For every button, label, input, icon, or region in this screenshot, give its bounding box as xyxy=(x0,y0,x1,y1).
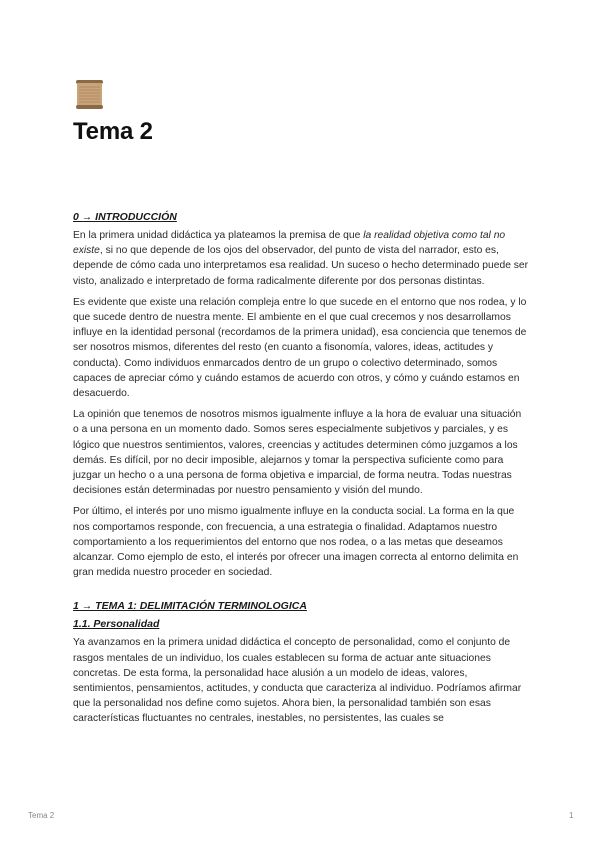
page-title: Tema 2 xyxy=(73,118,153,145)
page-number: 1 xyxy=(569,811,574,820)
section-heading-tema1: 1 → TEMA 1: DELIMITACIÓN TERMINOLOGICA xyxy=(73,600,307,613)
paragraph: Es evidente que existe una relación compleja entre lo que sucede en el entorno que nos rodea, y lo que sucede dentro de nuestra mente. El ambiente en el que cual crecemos y nos desarrollamos influye en la identidad personal (recordamos de la primera unidad), esa conciencia que tenemos de ser nosotros mismos, diferentes del resto (en cuanto a fisonomía, valores, ideas, actitudes y conducta). Como individuos enmarcados dentro de un grupo o colectivo determinado, somos capaces de apreciar cómo y cuándo estamos de acuerdo con otros, y cómo y cuándo estamos en desacuerdo. xyxy=(73,296,527,400)
document-body xyxy=(73,210,529,733)
scroll-icon xyxy=(73,78,106,111)
section-heading-introduccion: 0 → INTRODUCCIÓN xyxy=(73,211,177,223)
paragraph: Ya avanzamos en la primera unidad didáctica el concepto de personalidad, como el conjunto de rasgos mentales de un individuo, los cuales establecen su forma de actuar ante situaciones concretas. De esta forma, la personalidad hace alusión a un modelo de ideas, valores, sentimientos, pensamientos, actitudes, y conducta que caracteriza al individuo. Podríamos afirmar que la personalidad nos define como sujetos. Ahora bien, la personalidad también son esas características fluctuantes no centrales, inestables, no persistentes, las cuales se xyxy=(73,637,522,725)
footer-doc-title: Tema 2 xyxy=(28,811,55,820)
subsection-heading-personalidad: 1.1. Personalidad xyxy=(73,618,160,631)
paragraph: La opinión que tenemos de nosotros mismos igualmente influye a la hora de evaluar una situación o a una persona en un momento dado. Somos seres especialmente subjetivos y parciales, y es lógico que nuestros sentimientos, valores, creencias y actitudes determinen cómo juzgamos a los demás. Es difícil, por no decir imposible, alejarnos y tomar la perspectiva suficiente como para juzgar un hecho o a una persona de forma objetiva e imparcial, de forma neutra. Todas nuestras decisiones están determinadas por nuestro pensamiento y visión del mundo. xyxy=(73,409,522,497)
paragraph: Por último, el interés por uno mismo igualmente influye en la conducta social. La forma en la que nos comportamos responde, con frecuencia, a una estrategia o finalidad. Adaptamos nuestro comportamiento a los requerimientos del entorno que nos rodea, o a las metas que deseamos alcanzar. Como ejemplo de esto, el interés por ofrecer una imagen correcta al entorno delimita en gran medida nuestro proceder en sociedad. xyxy=(73,506,519,579)
paragraph: En la primera unidad didáctica ya plateamos la premisa de que la realidad objetiva como tal no existe, si no que depende de los ojos del observador, del punto de vista del narrador, esto es, depende de cómo cada uno interpretamos esa realidad. Un suceso o hecho determinado puede ser visto, analizado e interpretado de forma radicalmente diferente por dos personas distintas. xyxy=(73,230,529,287)
